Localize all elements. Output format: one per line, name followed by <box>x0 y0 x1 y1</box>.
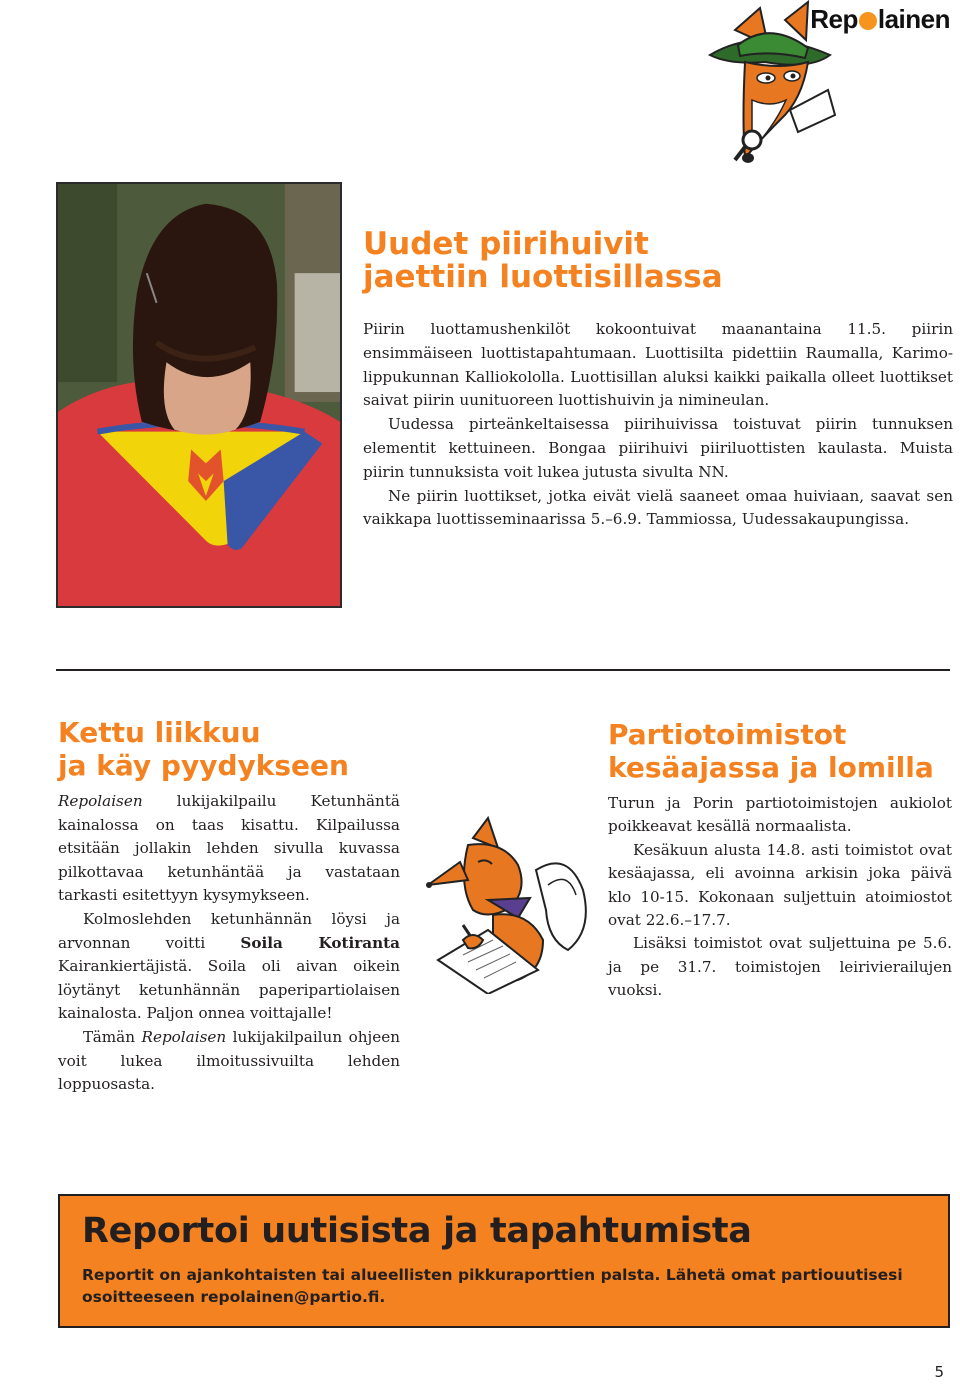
article1-body <box>363 318 953 532</box>
article1-title-line1: Uudet piirihuivit <box>363 226 649 262</box>
article3-paragraph: Turun ja Porin partiotoimistojen aukiolot poikkeavat kesällä normaalista. <box>608 794 952 836</box>
article3-paragraph: Kesäkuun alusta 14.8. asti toimistot ovat kesäajassa, eli avoinna arkisin joka päivä klo 10-15. Kokonaan suljettuin atoimiostot ovat 22.6.–17.7. <box>608 840 952 930</box>
article2-text: Kairankiertäjistä. Soila oli aivan oikein löytänyt ketunhännän paperipartiolaisen kainalosta. Paljon onnea voittajalle! <box>58 957 400 1023</box>
article1-title <box>363 228 923 294</box>
article2-paragraph <box>58 790 400 908</box>
article3-body <box>608 792 952 1003</box>
article2-title-line1: Kettu liikkuu <box>58 716 261 749</box>
article2-paragraph <box>58 1026 400 1097</box>
article3-title <box>608 718 948 784</box>
writing-fox-illustration <box>418 790 596 994</box>
article3-paragraph: Lisäksi toimistot ovat suljettuina pe 5.6. ja pe 31.7. toimistojen leirivierailujen vuoksi. <box>608 934 952 1000</box>
article2-text: lukijakilpailun ohjeen voit lukea ilmoitussivuilta lehden loppuosasta. <box>58 1027 401 1094</box>
article1-paragraph: Piirin luottamushenkilöt kokoontuivat maanantaina 11.5. piirin ensimmäiseen luottistapahtumaan. Luottisilta pidettiin Raumalla, Karimo-lippukunnan Kalliokololla. Luottisillan aluksi kaikki paikalla olleet luottikset saivat piirin uunituoreen luottishuivin ja nimineulan. <box>363 320 953 410</box>
article2-text: lukijakilpailu Ketunhäntä kainalossa on taas kisattu. Kilpailussa etsitään jollakin lehden sivulla kuvassa pilkottavaa ketunhäntää ja vastataan tarkasti esitettyyn kysymykseen. <box>58 792 400 905</box>
magazine-name: Repolaisen <box>141 1027 227 1046</box>
article1-paragraph: Ne piirin luottikset, jotka eivät vielä saaneet omaa huiviaan, saavat sen vaikkapa luottisseminaarissa 5.–6.9. Tammiossa, Uudessakaupungissa. <box>363 486 953 529</box>
winner-name: Soila Kotiranta <box>240 933 400 952</box>
article1-paragraph: Uudessa pirteänkeltaisessa piirihuivissa toistuvat piirin tunnuksen elementit kettuineen. Bongaa piirihuivi piiriluottisten kaulasta. Muista piirin tunnuksista voit lukea jutusta sivulta NN. <box>363 415 953 481</box>
article2-paragraph <box>58 908 400 1026</box>
article2-title <box>58 716 418 782</box>
article2-title-line2: ja käy pyydykseen <box>58 749 349 782</box>
report-text: Reportit on ajankohtaisten tai alueellisten pikkuraporttien palsta. Lähetä omat partiouutisesi osoitteeseen repolainen@partio.fi. <box>82 1266 903 1306</box>
page-number: 5 <box>934 1363 944 1381</box>
logo-text-start: Rep <box>810 4 858 34</box>
article3-title-line1: Partiotoimistot <box>608 718 847 751</box>
logo-text-end: lainen <box>877 4 950 34</box>
magazine-name: Repolaisen <box>58 792 143 810</box>
detective-fox-illustration <box>690 0 840 178</box>
article3-title-line2: kesäajassa ja lomilla <box>608 751 934 784</box>
article1-title-line2: jaettiin luottisillassa <box>363 259 723 295</box>
report-callout-box <box>58 1194 950 1328</box>
article2-body <box>58 790 400 1097</box>
neckerchief-photo <box>56 182 342 608</box>
report-title: Reportoi uutisista ja tapahtumista <box>82 1211 752 1251</box>
section-divider <box>56 669 950 671</box>
article2-text: Tämän <box>83 1027 142 1046</box>
logo-orange-dot-icon <box>859 12 877 30</box>
article2-text: Kolmoslehden ketunhännän löysi ja arvonnan voitti <box>58 909 400 952</box>
